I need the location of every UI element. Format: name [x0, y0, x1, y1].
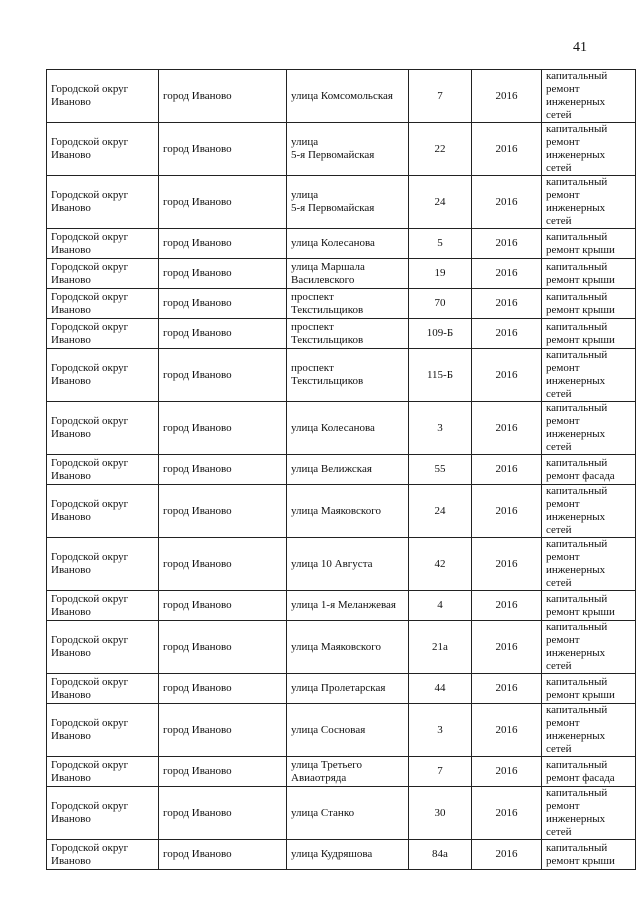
street-cell: улица Сосновая	[287, 704, 409, 757]
year-cell: 2016	[472, 757, 542, 787]
work-type-cell: капитальный ремонт крыши	[542, 840, 636, 870]
house-cell: 115-Б	[409, 349, 472, 402]
work-type-cell: капитальный ремонт крыши	[542, 229, 636, 259]
table-row	[47, 674, 636, 704]
district-cell: Городской округ Иваново	[47, 840, 159, 870]
year-cell: 2016	[472, 123, 542, 176]
table-row	[47, 591, 636, 621]
district-cell: Городской округ Иваново	[47, 259, 159, 289]
year-cell: 2016	[472, 349, 542, 402]
house-cell: 42	[409, 538, 472, 591]
housing-repair-table	[46, 69, 636, 870]
work-type-cell: капитальный ремонт инженерных сетей	[542, 485, 636, 538]
district-cell: Городской округ Иваново	[47, 349, 159, 402]
table-row	[47, 319, 636, 349]
city-cell: город Иваново	[159, 229, 287, 259]
work-type-cell: капитальный ремонт инженерных сетей	[542, 704, 636, 757]
street-cell: улица Маяковского	[287, 621, 409, 674]
work-type-cell: капитальный ремонт фасада	[542, 455, 636, 485]
work-type-cell: капитальный ремонт инженерных сетей	[542, 176, 636, 229]
city-cell: город Иваново	[159, 289, 287, 319]
street-cell: улица 5-я Первомайская	[287, 123, 409, 176]
city-cell: город Иваново	[159, 674, 287, 704]
work-type-cell: капитальный ремонт инженерных сетей	[542, 349, 636, 402]
house-cell: 44	[409, 674, 472, 704]
year-cell: 2016	[472, 704, 542, 757]
district-cell: Городской округ Иваново	[47, 229, 159, 259]
house-cell: 84а	[409, 840, 472, 870]
street-cell: улица Колесанова	[287, 402, 409, 455]
year-cell: 2016	[472, 485, 542, 538]
street-cell: улица Колесанова	[287, 229, 409, 259]
house-cell: 5	[409, 229, 472, 259]
work-type-cell: капитальный ремонт инженерных сетей	[542, 787, 636, 840]
district-cell: Городской округ Иваново	[47, 757, 159, 787]
district-cell: Городской округ Иваново	[47, 123, 159, 176]
year-cell: 2016	[472, 229, 542, 259]
work-type-cell: капитальный ремонт крыши	[542, 319, 636, 349]
year-cell: 2016	[472, 591, 542, 621]
district-cell: Городской округ Иваново	[47, 538, 159, 591]
table-row	[47, 840, 636, 870]
district-cell: Городской округ Иваново	[47, 319, 159, 349]
house-cell: 4	[409, 591, 472, 621]
work-type-cell: капитальный ремонт инженерных сетей	[542, 538, 636, 591]
table-row	[47, 349, 636, 402]
house-cell: 70	[409, 289, 472, 319]
district-cell: Городской округ Иваново	[47, 455, 159, 485]
table-row	[47, 538, 636, 591]
city-cell: город Иваново	[159, 538, 287, 591]
city-cell: город Иваново	[159, 840, 287, 870]
city-cell: город Иваново	[159, 485, 287, 538]
table-row	[47, 485, 636, 538]
year-cell: 2016	[472, 455, 542, 485]
year-cell: 2016	[472, 319, 542, 349]
district-cell: Городской округ Иваново	[47, 787, 159, 840]
house-cell: 3	[409, 402, 472, 455]
table-row	[47, 176, 636, 229]
district-cell: Городской округ Иваново	[47, 485, 159, 538]
table-row	[47, 229, 636, 259]
house-cell: 19	[409, 259, 472, 289]
street-cell: улица Маршала Василевского	[287, 259, 409, 289]
city-cell: город Иваново	[159, 319, 287, 349]
year-cell: 2016	[472, 674, 542, 704]
table-row	[47, 259, 636, 289]
city-cell: город Иваново	[159, 70, 287, 123]
work-type-cell: капитальный ремонт инженерных сетей	[542, 70, 636, 123]
house-cell: 21а	[409, 621, 472, 674]
year-cell: 2016	[472, 176, 542, 229]
city-cell: город Иваново	[159, 402, 287, 455]
street-cell: улица 1-я Меланжевая	[287, 591, 409, 621]
house-cell: 3	[409, 704, 472, 757]
house-cell: 24	[409, 485, 472, 538]
district-cell: Городской округ Иваново	[47, 289, 159, 319]
street-cell: улица Станко	[287, 787, 409, 840]
work-type-cell: капитальный ремонт инженерных сетей	[542, 621, 636, 674]
city-cell: город Иваново	[159, 591, 287, 621]
year-cell: 2016	[472, 259, 542, 289]
city-cell: город Иваново	[159, 455, 287, 485]
district-cell: Городской округ Иваново	[47, 402, 159, 455]
house-cell: 109-Б	[409, 319, 472, 349]
street-cell: улица Маяковского	[287, 485, 409, 538]
house-cell: 55	[409, 455, 472, 485]
district-cell: Городской округ Иваново	[47, 70, 159, 123]
work-type-cell: капитальный ремонт инженерных сетей	[542, 402, 636, 455]
street-cell: улица Третьего Авиаотряда	[287, 757, 409, 787]
year-cell: 2016	[472, 402, 542, 455]
street-cell: улица 5-я Первомайская	[287, 176, 409, 229]
table-row	[47, 123, 636, 176]
work-type-cell: капитальный ремонт инженерных сетей	[542, 123, 636, 176]
street-cell: улица Пролетарская	[287, 674, 409, 704]
district-cell: Городской округ Иваново	[47, 591, 159, 621]
street-cell: улица Велижская	[287, 455, 409, 485]
work-type-cell: капитальный ремонт крыши	[542, 674, 636, 704]
table-row	[47, 455, 636, 485]
city-cell: город Иваново	[159, 757, 287, 787]
work-type-cell: капитальный ремонт фасада	[542, 757, 636, 787]
table-row	[47, 70, 636, 123]
house-cell: 22	[409, 123, 472, 176]
year-cell: 2016	[472, 840, 542, 870]
city-cell: город Иваново	[159, 621, 287, 674]
work-type-cell: капитальный ремонт крыши	[542, 289, 636, 319]
table-body	[47, 70, 636, 870]
year-cell: 2016	[472, 289, 542, 319]
street-cell: проспект Текстильщиков	[287, 349, 409, 402]
house-cell: 7	[409, 757, 472, 787]
street-cell: улица Комсомольская	[287, 70, 409, 123]
street-cell: улица 10 Августа	[287, 538, 409, 591]
work-type-cell: капитальный ремонт крыши	[542, 591, 636, 621]
city-cell: город Иваново	[159, 787, 287, 840]
city-cell: город Иваново	[159, 176, 287, 229]
table-row	[47, 289, 636, 319]
year-cell: 2016	[472, 70, 542, 123]
house-cell: 7	[409, 70, 472, 123]
year-cell: 2016	[472, 538, 542, 591]
table-row	[47, 704, 636, 757]
city-cell: город Иваново	[159, 349, 287, 402]
table-row	[47, 402, 636, 455]
district-cell: Городской округ Иваново	[47, 621, 159, 674]
house-cell: 30	[409, 787, 472, 840]
page-number: 41	[573, 40, 587, 55]
city-cell: город Иваново	[159, 123, 287, 176]
year-cell: 2016	[472, 621, 542, 674]
city-cell: город Иваново	[159, 704, 287, 757]
street-cell: проспект Текстильщиков	[287, 319, 409, 349]
table-row	[47, 787, 636, 840]
work-type-cell: капитальный ремонт крыши	[542, 259, 636, 289]
district-cell: Городской округ Иваново	[47, 674, 159, 704]
year-cell: 2016	[472, 787, 542, 840]
city-cell: город Иваново	[159, 259, 287, 289]
street-cell: улица Кудряшова	[287, 840, 409, 870]
district-cell: Городской округ Иваново	[47, 704, 159, 757]
table-row	[47, 757, 636, 787]
street-cell: проспект Текстильщиков	[287, 289, 409, 319]
table-row	[47, 621, 636, 674]
district-cell: Городской округ Иваново	[47, 176, 159, 229]
house-cell: 24	[409, 176, 472, 229]
